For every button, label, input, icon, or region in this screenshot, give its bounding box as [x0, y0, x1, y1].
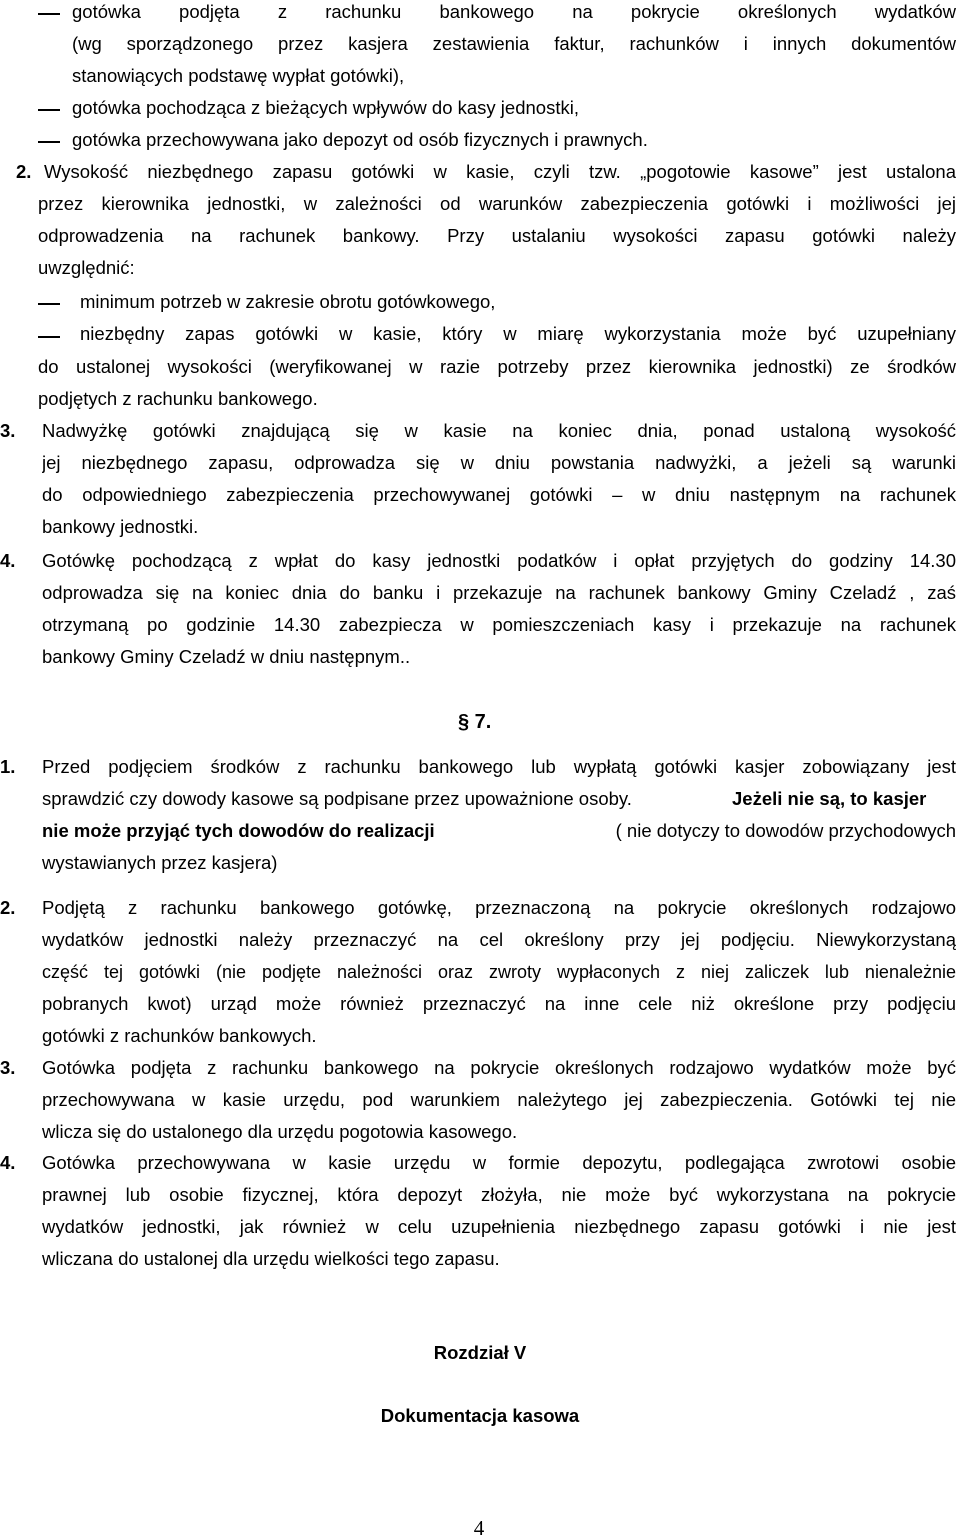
bullet-text: niezbędny zapas gotówki w kasie, który w miarę wykorzystania może być uzupełniany: [80, 323, 956, 344]
paragraph-line: uwzględnić:: [38, 257, 135, 278]
section-heading: § 7.: [458, 711, 492, 733]
item-number: 4.: [0, 1152, 16, 1173]
paragraph-line: odprowadzenia na rachunek bankowy. Przy ustalaniu wysokości zapasu gotówki należy: [38, 225, 956, 246]
paragraph-line: przez kierownika jednostki, w zależności od warunków zabezpieczenia gotówki i możliwości jej: [38, 193, 956, 214]
paragraph-line: do odpowiedniego zabezpieczenia przechowywanej gotówki – w dniu następnym na rachunek: [42, 484, 956, 505]
paragraph-line: Gotówka podjęta z rachunku bankowego na pokrycie określonych rodzajowo wydatków może być: [42, 1057, 956, 1078]
paragraph-line: wliczana do ustalonej dla urzędu wielkości tego zapasu.: [42, 1248, 500, 1269]
paragraph-line: [42, 787, 927, 811]
paragraph-line: do ustalonej wysokości (weryfikowanej w razie potrzeby przez kierownika jednostki) ze środków: [38, 356, 956, 377]
paragraph-line: Podjętą z rachunku bankowego gotówkę, przeznaczoną na pokrycie określonych rodzajowo: [42, 897, 956, 918]
paragraph-line: otrzymaną po godzinie 14.30 zabezpiecza w pomieszczeniach kasy i przekazuje na rachunek: [42, 614, 956, 635]
bold-emphasis: nie może przyjąć tych dowodów do realizacji: [42, 820, 435, 841]
paragraph-line: podjętych z rachunku bankowego.: [38, 388, 318, 409]
paragraph-line: wystawianych przez kasjera): [42, 852, 278, 873]
bullet-text: stanowiących podstawę wypłat gotówki),: [72, 65, 405, 86]
paragraph-line: [42, 819, 956, 843]
paragraph-text: ( nie dotyczy to dowodów przychodowych: [615, 820, 956, 841]
paragraph-text: sprawdzić czy dowody kasowe są podpisane przez upoważnione osoby.: [42, 788, 632, 809]
bullet-dash: [38, 336, 60, 338]
chapter-subtitle: Dokumentacja kasowa: [380, 1405, 580, 1426]
bullet-text: minimum potrzeb w zakresie obrotu gotówkowego,: [80, 291, 496, 312]
paragraph-line: jej niezbędnego zapasu, odprowadza się w dniu powstania nadwyżki, a jeżeli są warunki: [42, 452, 956, 473]
bullet-text: (wg sporządzonego przez kasjera zestawienia faktur, rachunków i innych dokumentów: [72, 33, 956, 54]
item-number: 3.: [0, 420, 16, 441]
paragraph-line: prawnej lub osobie fizycznej, która depozyt złożyła, nie może być wykorzystana na pokrycie: [42, 1184, 956, 1205]
bold-emphasis: Jeżeli nie są, to kasjer: [732, 788, 927, 809]
paragraph-line: odprowadza się na koniec dnia do banku i przekazuje na rachunek bankowy Gminy Czeladź , zaś: [42, 582, 956, 603]
bullet-dash: [38, 303, 60, 305]
item-number: 1.: [0, 756, 16, 777]
paragraph-line: Nadwyżkę gotówki znajdującą się w kasie na koniec dnia, ponad ustaloną wysokość: [42, 420, 956, 441]
paragraph-line: Gotówkę pochodzącą z wpłat do kasy jednostki podatków i opłat przyjętych do godziny 14.30: [42, 550, 956, 571]
paragraph-line: Gotówka przechowywana w kasie urzędu w formie depozytu, podlegająca zwrotowi osobie: [42, 1152, 956, 1173]
paragraph-line: gotówki z rachunków bankowych.: [42, 1025, 317, 1046]
paragraph-line: bankowy jednostki.: [42, 516, 199, 537]
paragraph-line: przechowywana w kasie urzędu, pod warunkiem należytego jej zabezpieczenia. Gotówki tej nie: [42, 1089, 956, 1110]
paragraph-line: pobranych kwot) urząd może również przeznaczyć na inne cele niż określone przy podjęciu: [42, 993, 956, 1014]
paragraph-line: Przed podjęciem środków z rachunku bankowego lub wypłatą gotówki kasjer zobowiązany jest: [42, 756, 956, 777]
bullet-dash: [38, 13, 60, 15]
paragraph-line: część tej gotówki (nie podjęte należności oraz zwroty wypłaconych z niej zaliczek lub nienależnie: [42, 962, 956, 982]
paragraph-line: bankowy Gminy Czeladź w dniu następnym..: [42, 646, 411, 667]
paragraph-line: Wysokość niezbędnego zapasu gotówki w kasie, czyli tzw. „pogotowie kasowe” jest ustalona: [44, 161, 956, 182]
chapter-title: Rozdział V: [433, 1342, 527, 1363]
bullet-text: gotówka przechowywana jako depozyt od osób fizycznych i prawnych.: [72, 129, 648, 150]
item-number: 4.: [0, 550, 16, 571]
paragraph-line: wydatków jednostki należy przeznaczyć na cel określony przy jej podjęciu. Niewykorzystaną: [42, 929, 956, 950]
bullet-text: gotówka pochodząca z bieżących wpływów do kasy jednostki,: [72, 97, 579, 118]
paragraph-line: wlicza się do ustalonego dla urzędu pogotowia kasowego.: [42, 1121, 518, 1142]
item-number: 3.: [0, 1057, 16, 1078]
bullet-dash: [38, 141, 60, 143]
paragraph-line: wydatków jednostki, jak również w celu uzupełnienia niezbędnego zapasu gotówki i nie jest: [42, 1216, 956, 1237]
bullet-dash: [38, 109, 60, 111]
item-number: 2.: [0, 897, 16, 918]
item-number: 2.: [16, 161, 32, 182]
bullet-text: gotówka podjęta z rachunku bankowego na pokrycie określonych wydatków: [72, 1, 956, 22]
page-number: 4: [473, 1516, 485, 1540]
